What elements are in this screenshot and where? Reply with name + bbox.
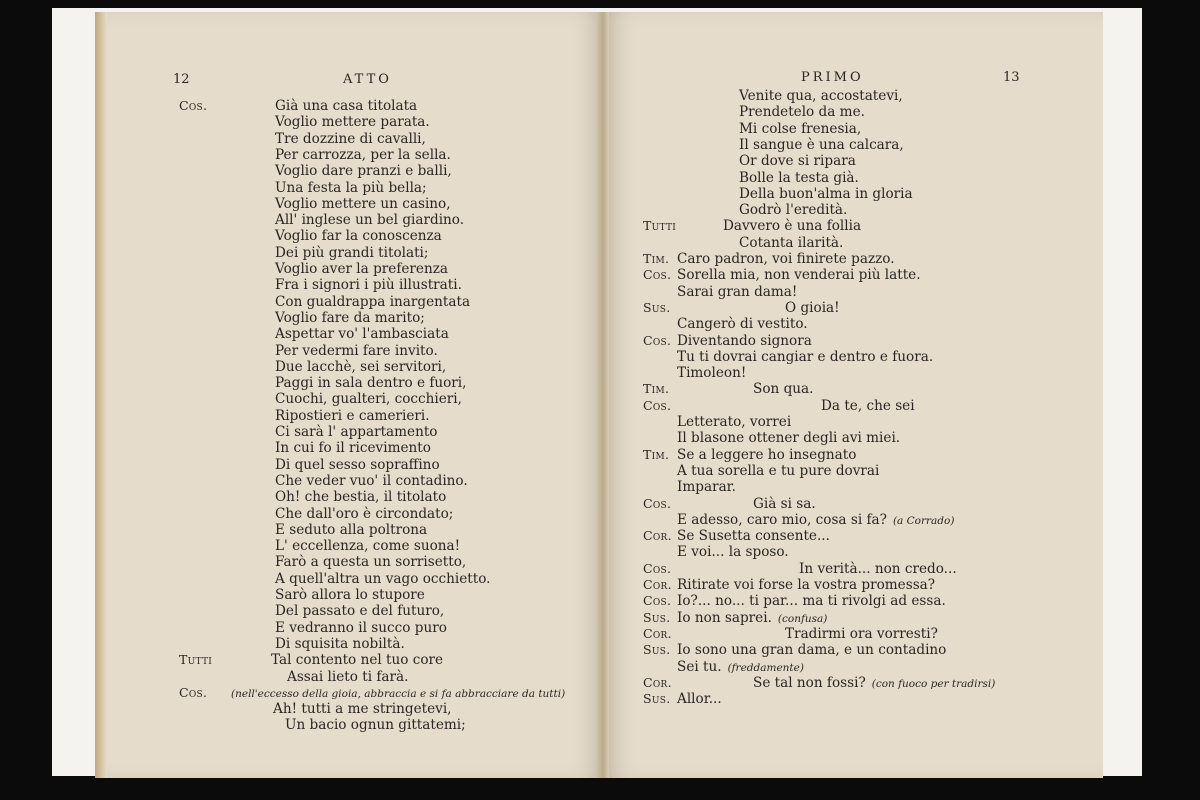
- verse-text: Voglio far la conoscenza: [275, 228, 442, 245]
- verse-line: [677, 414, 791, 430]
- verse-line: [677, 610, 827, 626]
- verse-text: Per vedermi fare invito.: [275, 342, 438, 359]
- verse-text: Un bacio ognun gittatemi;: [285, 717, 466, 734]
- verse-text: Voglio dare pranzi e balli,: [275, 163, 452, 180]
- verse-text: Letterato, vorrei: [677, 414, 792, 430]
- verse-text: Per carrozza, per la sella.: [275, 146, 451, 163]
- verse-text: Tu ti dovrai cangiar e dentro e fuora.: [677, 348, 934, 365]
- verse-line: [275, 375, 466, 391]
- verse-line: [739, 235, 843, 251]
- verse-line: [275, 131, 426, 147]
- verse-text: Aspettar vo' l'ambasciata: [275, 326, 449, 343]
- speaker-name: Cos.: [643, 267, 672, 283]
- verse-line: [677, 577, 935, 593]
- stage-direction: (confusa): [777, 612, 828, 625]
- verse-text: Se Susetta consente...: [677, 528, 830, 545]
- verse-text: Sei tu.: [677, 658, 722, 675]
- verse-line: [677, 593, 946, 609]
- verse-text: O gioia!: [785, 299, 840, 316]
- verse-text: Son qua.: [753, 381, 814, 398]
- verse-line: [739, 170, 859, 186]
- page-header-left: ATTO: [343, 72, 392, 87]
- verse-line: [799, 561, 957, 577]
- verse-line: [677, 544, 789, 560]
- verse-text: Con gualdrappa inargentata: [275, 293, 471, 310]
- verse-text: Del passato e del futuro,: [275, 603, 445, 620]
- verse-line: [677, 659, 804, 675]
- verse-line: [273, 701, 452, 717]
- verse-text: Fra i signori i più illustrati.: [275, 277, 462, 294]
- verse-text: Bolle la testa già.: [739, 169, 859, 186]
- verse-line: [677, 349, 933, 365]
- verse-line: [677, 333, 812, 349]
- verse-text: Sorella mia, non venderai più latte.: [677, 267, 921, 284]
- verse-line: [739, 186, 913, 202]
- verse-line: [677, 642, 946, 658]
- verse-text: Di quel sesso sopraffino: [275, 456, 440, 473]
- verse-text: Sarò allora lo stupore: [275, 587, 425, 603]
- verse-line: [275, 212, 464, 228]
- verse-line: [275, 310, 425, 326]
- verse-text: Farò a questa un sorrisetto,: [275, 554, 467, 571]
- verse-line: [677, 365, 746, 381]
- verse-line: [677, 528, 830, 544]
- verse-line: [739, 121, 861, 137]
- verse-line: [785, 626, 938, 642]
- left-page: [95, 12, 605, 778]
- verse-line: [275, 489, 446, 505]
- verse-text: Due lacchè, sei servitori,: [275, 358, 447, 375]
- page-number-left: 12: [173, 72, 190, 87]
- verse-text: Ritirate voi forse la vostra promessa?: [677, 577, 936, 593]
- verse-line: [677, 251, 895, 267]
- verse-line: [275, 391, 462, 407]
- verse-text: Ci sarà l' appartamento: [275, 424, 438, 440]
- page-edge: [95, 12, 107, 778]
- verse-line: [275, 473, 468, 489]
- verse-text: Già una casa titolata: [275, 98, 418, 114]
- verse-text: E adesso, caro mio, cosa si fa?: [677, 511, 887, 528]
- verse-text: L' eccellenza, come suona!: [275, 538, 461, 555]
- speaker-name: Cor.: [643, 577, 672, 592]
- right-page: [603, 12, 1103, 778]
- verse-text: Che veder vuo' il contadino.: [275, 472, 468, 489]
- verse-line: [275, 245, 428, 261]
- speaker-name: Sus.: [643, 642, 671, 658]
- verse-text: Paggi in sala dentro e fuori,: [275, 375, 467, 392]
- verse-text: Cangerò di vestito.: [677, 316, 808, 333]
- verse-text: Se a leggere ho insegnato: [677, 446, 857, 463]
- verse-text: Una festa la più bella;: [275, 179, 427, 196]
- verse-line: [275, 180, 427, 196]
- page-number-right: 13: [1003, 70, 1020, 85]
- verse-line: [677, 447, 856, 463]
- verse-text: Io?... no... ti par... ma ti rivolgi ad essa.: [677, 593, 946, 610]
- speaker-name: Tutti: [643, 218, 677, 234]
- verse-text: Timoleon!: [677, 365, 747, 382]
- verse-line: [677, 479, 736, 495]
- stage-direction: (freddamente): [727, 661, 804, 674]
- verse-line: [739, 202, 847, 218]
- verse-line: [785, 300, 840, 316]
- verse-line: [275, 620, 447, 636]
- verse-line: [287, 669, 408, 685]
- verse-text: E voi... la sposo.: [677, 544, 789, 561]
- verse-text: Di squisita nobiltà.: [275, 635, 405, 652]
- speaker-name: Cor.: [643, 625, 672, 641]
- verse-line: [275, 228, 442, 244]
- verse-text: Oh! che bestia, il titolato: [275, 489, 447, 506]
- verse-line: [275, 196, 451, 212]
- speaker-name: Cos.: [643, 332, 672, 348]
- verse-text: Io sono una gran dama, e un contadino: [677, 642, 947, 659]
- verse-line: [225, 685, 565, 701]
- verse-line: [677, 463, 879, 479]
- verse-text: Imparar.: [677, 479, 736, 496]
- speaker-name: Cos.: [643, 560, 672, 576]
- verse-line: [275, 163, 452, 179]
- verse-text: Dei più grandi titolati;: [275, 244, 429, 261]
- verse-line: [275, 408, 430, 424]
- verse-text: Tal contento nel tuo core: [271, 652, 444, 669]
- verse-text: Il blasone ottener degli avi miei.: [677, 430, 901, 447]
- verse-text: Io non saprei.: [677, 609, 772, 626]
- speaker-name: Tutti: [179, 652, 213, 668]
- speaker-name: Cor.: [643, 674, 672, 690]
- verse-text: Tre dozzine di cavalli,: [275, 130, 426, 147]
- speaker-name: Tim.: [643, 251, 670, 266]
- verse-text: Cotanta ilarità.: [739, 234, 844, 251]
- verse-text: Mi colse frenesia,: [739, 120, 862, 137]
- verse-line: [753, 381, 813, 397]
- speaker-name: Cos.: [643, 593, 672, 609]
- verse-text: Ripostieri e camerieri.: [275, 407, 430, 424]
- verse-line: [677, 691, 722, 707]
- verse-text: E seduto alla poltrona: [275, 521, 428, 538]
- verse-text: Allor...: [677, 691, 722, 708]
- verse-line: [275, 636, 405, 652]
- verse-line: [739, 104, 865, 120]
- verse-line: [275, 359, 446, 375]
- verse-line: [739, 153, 856, 169]
- verse-line: [275, 343, 438, 359]
- verse-text: Godrò l'eredità.: [739, 202, 848, 219]
- verse-text: Se tal non fossi?: [753, 674, 866, 691]
- speaker-name: Sus.: [643, 609, 671, 625]
- verse-line: [275, 294, 470, 310]
- stage-direction: (nell'eccesso della gioia, abbraccia e si fa abbracciare da tutti): [231, 687, 566, 700]
- verse-text: A tua sorella e tu pure dovrai: [677, 462, 880, 479]
- verse-line: [275, 587, 425, 603]
- verse-text: Ah! tutti a me stringetevi,: [273, 701, 452, 718]
- verse-text: Tradirmi ora vorresti?: [785, 625, 938, 642]
- verse-line: [677, 284, 797, 300]
- verse-text: Della buon'alma in gloria: [739, 185, 913, 202]
- verse-line: [275, 571, 490, 587]
- verse-text: Voglio fare da marito;: [275, 309, 425, 326]
- verse-text: Assai lieto ti farà.: [287, 668, 409, 685]
- verse-line: [677, 512, 954, 528]
- verse-text: Che dall'oro è circondato;: [275, 505, 454, 522]
- speaker-name: Cos.: [643, 495, 672, 511]
- verse-text: Venite qua, accostatevi,: [739, 88, 903, 104]
- verse-line: [275, 440, 431, 456]
- verse-line: [739, 137, 904, 153]
- verse-line: [677, 267, 921, 283]
- verse-text: In verità... non credo...: [799, 560, 957, 577]
- verse-text: Prendetelo da me.: [739, 104, 865, 121]
- verse-line: [275, 522, 427, 538]
- verse-text: All' inglese un bel giardino.: [275, 212, 465, 229]
- verse-text: Già si sa.: [753, 495, 816, 512]
- verse-text: Voglio mettere parata.: [275, 114, 430, 131]
- speaker-name: Cos.: [643, 397, 672, 413]
- verse-text: In cui fo il ricevimento: [275, 440, 431, 457]
- verse-line: [285, 717, 466, 733]
- verse-line: [275, 457, 440, 473]
- verse-line: [275, 261, 448, 277]
- speaker-name: Sus.: [643, 691, 671, 707]
- stage-direction: (con fuoco per tradirsi): [871, 677, 996, 690]
- verse-line: [275, 538, 460, 554]
- speaker-name: Cos.: [179, 684, 208, 700]
- verse-text: A quell'altra un vago occhietto.: [275, 570, 491, 587]
- verse-line: [275, 147, 451, 163]
- verse-text: Da te, che sei: [821, 397, 915, 414]
- verse-text: Sarai gran dama!: [677, 283, 798, 300]
- page-header-right: PRIMO: [801, 70, 864, 85]
- speaker-name: Tim.: [643, 446, 670, 462]
- verse-line: [275, 506, 453, 522]
- verse-line: [739, 88, 903, 104]
- verse-line: [821, 398, 915, 414]
- verse-line: [275, 277, 462, 293]
- verse-text: Il sangue è una calcara,: [739, 136, 904, 153]
- verse-line: [723, 218, 861, 234]
- verse-line: [275, 603, 444, 619]
- verse-text: Davvero è una follia: [723, 218, 862, 235]
- verse-line: [275, 424, 438, 440]
- speaker-name: Tim.: [643, 381, 670, 397]
- verse-line: [275, 98, 417, 114]
- verse-text: Voglio mettere un casino,: [275, 195, 451, 212]
- verse-line: [271, 652, 443, 668]
- verse-line: [677, 316, 808, 332]
- verse-line: [753, 496, 816, 512]
- verse-line: [275, 554, 466, 570]
- verse-line: [753, 675, 995, 691]
- stage-direction: (a Corrado): [892, 514, 955, 527]
- speaker-name: Cor.: [643, 528, 672, 544]
- verse-line: [275, 326, 449, 342]
- verse-text: Diventando signora: [677, 332, 812, 349]
- speaker-name: Cos.: [179, 98, 208, 113]
- book-spine: [597, 12, 609, 778]
- verse-text: E vedranno il succo puro: [275, 619, 447, 636]
- verse-text: Caro padron, voi finirete pazzo.: [677, 251, 895, 267]
- verse-line: [275, 114, 430, 130]
- verse-text: Voglio aver la preferenza: [275, 261, 448, 277]
- verse-line: [677, 430, 900, 446]
- verse-text: Cuochi, gualteri, cocchieri,: [275, 391, 462, 408]
- speaker-name: Sus.: [643, 299, 671, 315]
- verse-text: Or dove si ripara: [739, 153, 856, 170]
